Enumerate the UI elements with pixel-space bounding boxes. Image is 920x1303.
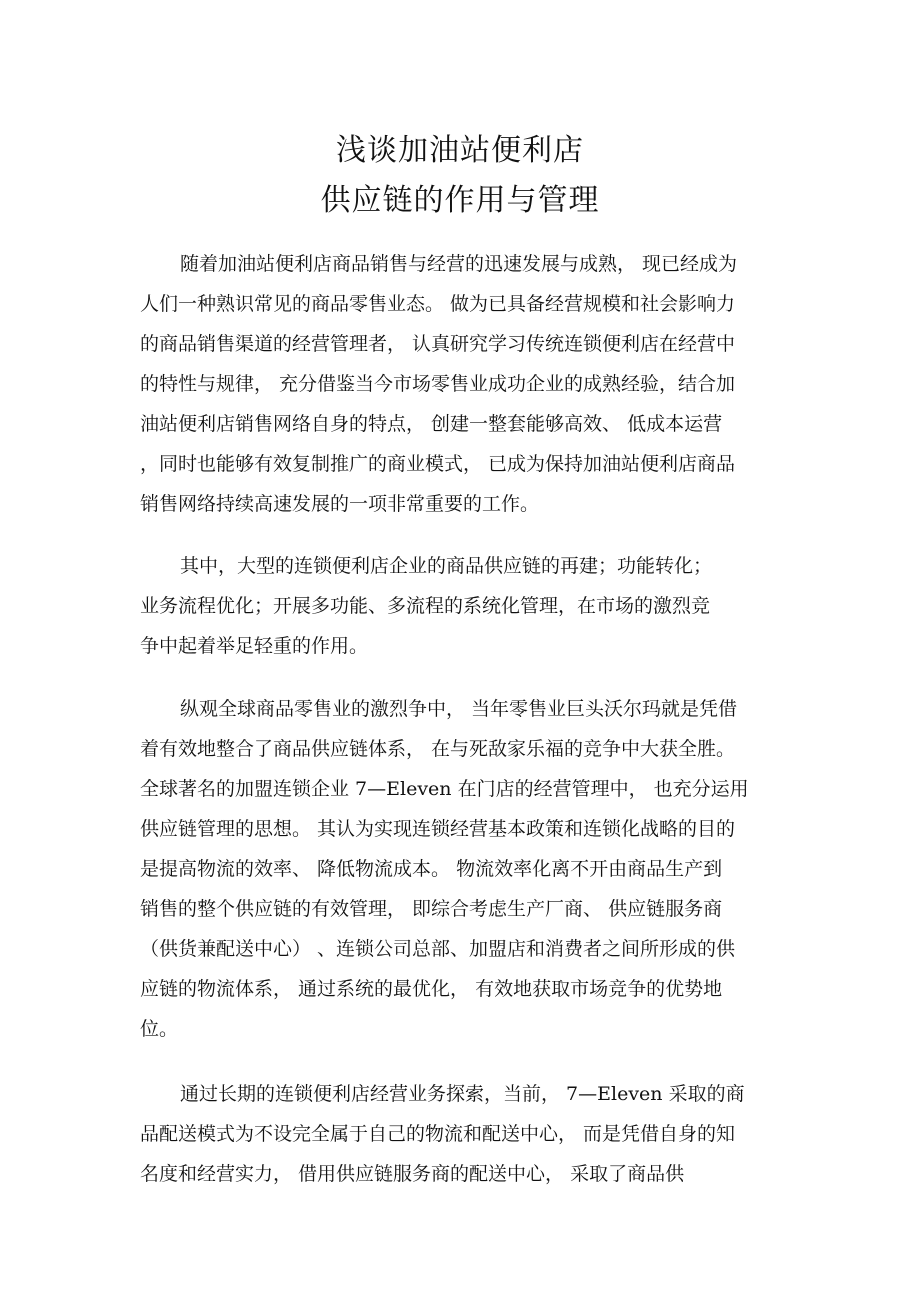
paragraph-line: 位。 — [140, 1018, 179, 1040]
paragraph-2 — [140, 546, 790, 666]
paragraph-line: 争中起着举足轻重的作用。 — [140, 635, 369, 657]
paragraph-1 — [140, 244, 790, 524]
paragraph-line: 人们一种熟识常见的商品零售业态。 做为已具备经营规模和社会影响力 — [140, 293, 736, 315]
paragraph-line: 其中，大型的连锁便利店企业的商品供应链的再建；功能转化； — [180, 555, 713, 577]
paragraph-line: 随着加油站便利店商品销售与经营的迅速发展与成熟， 现已经成为 — [180, 253, 738, 275]
paragraph-line: 业务流程优化；开展多功能、多流程的系统化管理，在市场的激烈竞 — [140, 595, 711, 617]
paragraph-4 — [140, 1074, 790, 1194]
paragraph-line: 应链的物流体系， 通过系统的最优化， 有效地获取市场竞争的优势地 — [140, 978, 723, 1000]
paragraph-line: 销售的整个供应链的有效管理， 即综合考虑生产厂商、 供应链服务商 — [140, 898, 723, 920]
paragraph-line: 全球著名的加盟连锁企业 7—Eleven 在门店的经营管理中， 也充分运用 — [140, 778, 749, 800]
paragraph-line: 的商品销售渠道的经营管理者， 认真研究学习传统连锁便利店在经营中 — [140, 333, 736, 355]
paragraph-line: 纵观全球商品零售业的激烈争中， 当年零售业巨头沃尔玛就是凭借 — [180, 698, 738, 720]
title-line-2: 供应链的作用与管理 — [320, 183, 600, 218]
paragraph-line: （供货兼配送中心） 、连锁公司总部、加盟店和消费者之间所形成的供 — [140, 938, 736, 960]
paragraph-line: 品配送模式为不设完全属于自己的物流和配送中心， 而是凭借自身的知 — [140, 1123, 736, 1145]
paragraph-line: 通过长期的连锁便利店经营业务探索，当前， 7—Eleven 采取的商 — [180, 1083, 745, 1105]
paragraph-line: 着有效地整合了商品供应链体系， 在与死敌家乐福的竞争中大获全胜。 — [140, 738, 736, 760]
paragraph-line: 油站便利店销售网络自身的特点， 创建一整套能够高效、 低成本运营 — [140, 413, 723, 435]
paragraph-line: 名度和经营实力， 借用供应链服务商的配送中心， 采取了商品供 — [140, 1163, 685, 1185]
paragraph-line: 销售网络持续高速发展的一项非常重要的工作。 — [140, 493, 540, 515]
title-line-1: 浅谈加油站便利店 — [336, 133, 584, 168]
paragraph-line: 是提高物流的效率、 降低物流成本。 物流效率化离不开由商品生产到 — [140, 858, 723, 880]
paragraph-line: 供应链管理的思想。 其认为实现连锁经营基本政策和连锁化战略的目的 — [140, 818, 736, 840]
paragraph-line: 的特性与规律， 充分借鉴当今市场零售业成功企业的成熟经验，结合加 — [140, 373, 736, 395]
paragraph-line: ，同时也能够有效复制推广的商业模式， 已成为保持加油站便利店商品 — [140, 453, 736, 475]
paragraph-3 — [140, 689, 790, 1049]
